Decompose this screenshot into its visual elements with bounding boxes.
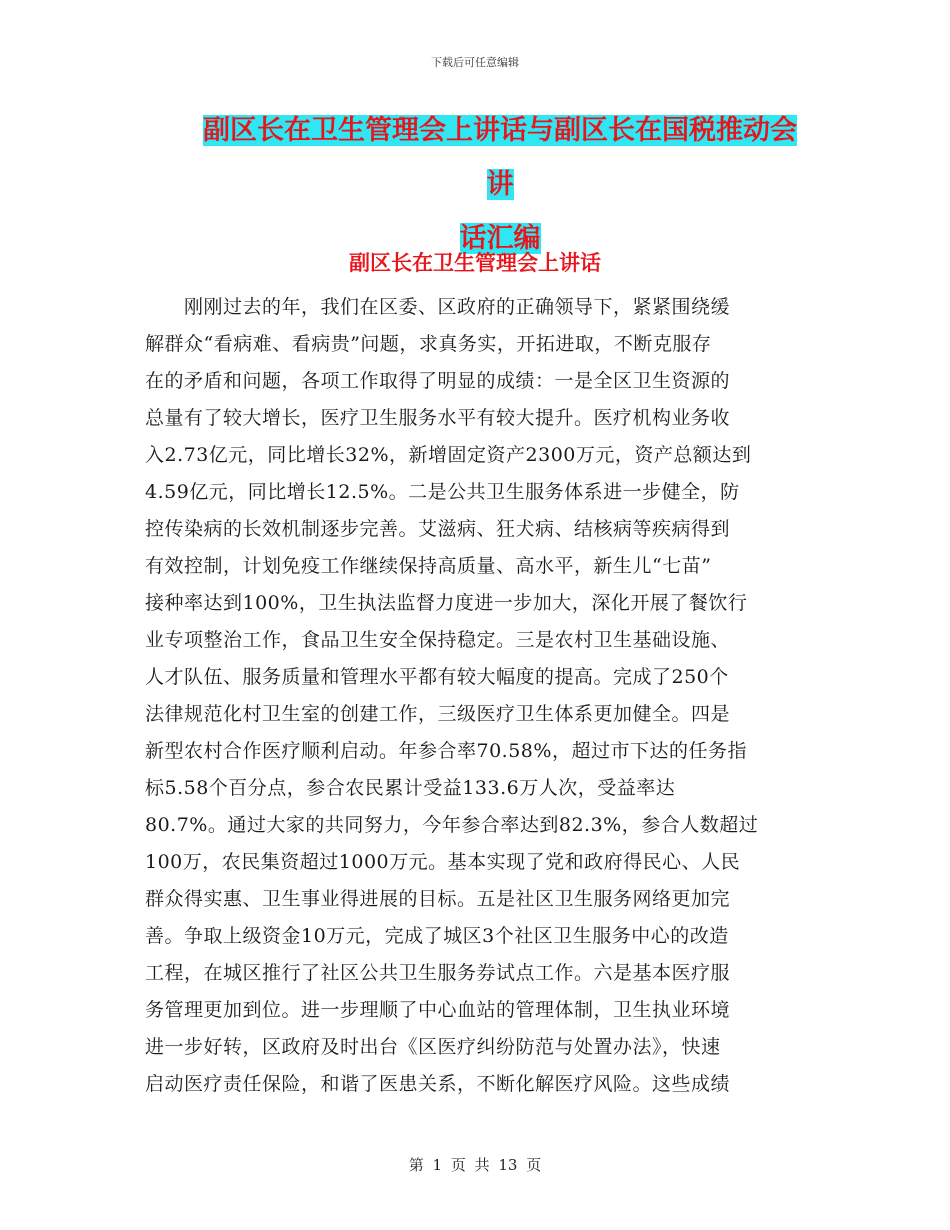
body-line: 80.7%。通过大家的共同努力，今年参合率达到82.3%，参合人数超过: [145, 814, 759, 836]
page-footer: 第 1 页 共 13 页: [408, 1156, 542, 1174]
body-line: 群众得实惠、卫生事业得进展的目标。五是社区卫生服务网络更加完: [145, 888, 731, 910]
title-line-2: 话汇编: [459, 223, 541, 254]
body-line: 有效控制，计划免疫工作继续保持高质量、高水平，新生儿“七苗”: [145, 555, 712, 577]
body-line: 业专项整治工作，食品卫生安全保持稳定。三是农村卫生基础设施、: [145, 629, 731, 651]
body-line: 入2.73亿元，同比增长32%，新增固定资产2300万元，资产总额达到: [145, 444, 752, 466]
body-paragraph: [145, 289, 807, 1103]
title-line-1: 副区长在卫生管理会上讲话与副区长在国税推动会讲: [203, 115, 797, 200]
body-line: 解群众“看病难、看病贵”问题，求真务实，开拓进取，不断克服存: [145, 333, 712, 355]
body-line: 启动医疗责任保险，和谐了医患关系，不断化解医疗风险。这些成绩: [145, 1073, 731, 1095]
page-header-note: 下载后可任意编辑: [431, 56, 519, 69]
body-line: 善。争取上级资金10万元，完成了城区3个社区卫生服务中心的改造: [145, 925, 729, 947]
body-line: 刚刚过去的年，我们在区委、区政府的正确领导下，紧紧围绕缓: [145, 296, 731, 318]
body-line: 在的矛盾和问题，各项工作取得了明显的成绩：一是全区卫生资源的: [145, 370, 731, 392]
body-line: 务管理更加到位。进一步理顺了中心血站的管理体制，卫生执业环境: [145, 999, 731, 1021]
body-line: 接种率达到100%，卫生执法监督力度进一步加大，深化开展了餐饮行: [145, 592, 748, 614]
body-line: 标5.58个百分点，参合农民累计受益133.6万人次，受益率达: [145, 777, 676, 799]
body-line: 总量有了较大增长，医疗卫生服务水平有较大提升。医疗机构业务收: [145, 407, 731, 429]
body-line: 工程，在城区推行了社区公共卫生服务券试点工作。六是基本医疗服: [145, 962, 731, 984]
body-line: 人才队伍、服务质量和管理水平都有较大幅度的提高。完成了250个: [145, 666, 729, 688]
section-subtitle: 副区长在卫生管理会上讲话: [349, 251, 601, 275]
body-line: 新型农村合作医疗顺利启动。年参合率70.58%，超过市下达的任务指: [145, 740, 747, 762]
body-line: 法律规范化村卫生室的创建工作，三级医疗卫生体系更加健全。四是: [145, 703, 731, 725]
body-line: 控传染病的长效机制逐步完善。艾滋病、狂犬病、结核病等疾病得到: [145, 518, 731, 540]
body-line: 100万，农民集资超过1000万元。基本实现了党和政府得民心、人民: [145, 851, 741, 873]
body-line: 4.59亿元，同比增长12.5%。二是公共卫生服务体系进一步健全，防: [145, 481, 740, 503]
document-title: [190, 104, 810, 266]
body-line: 进一步好转，区政府及时出台《区医疗纠纷防范与处置办法》，快速: [145, 1036, 721, 1058]
